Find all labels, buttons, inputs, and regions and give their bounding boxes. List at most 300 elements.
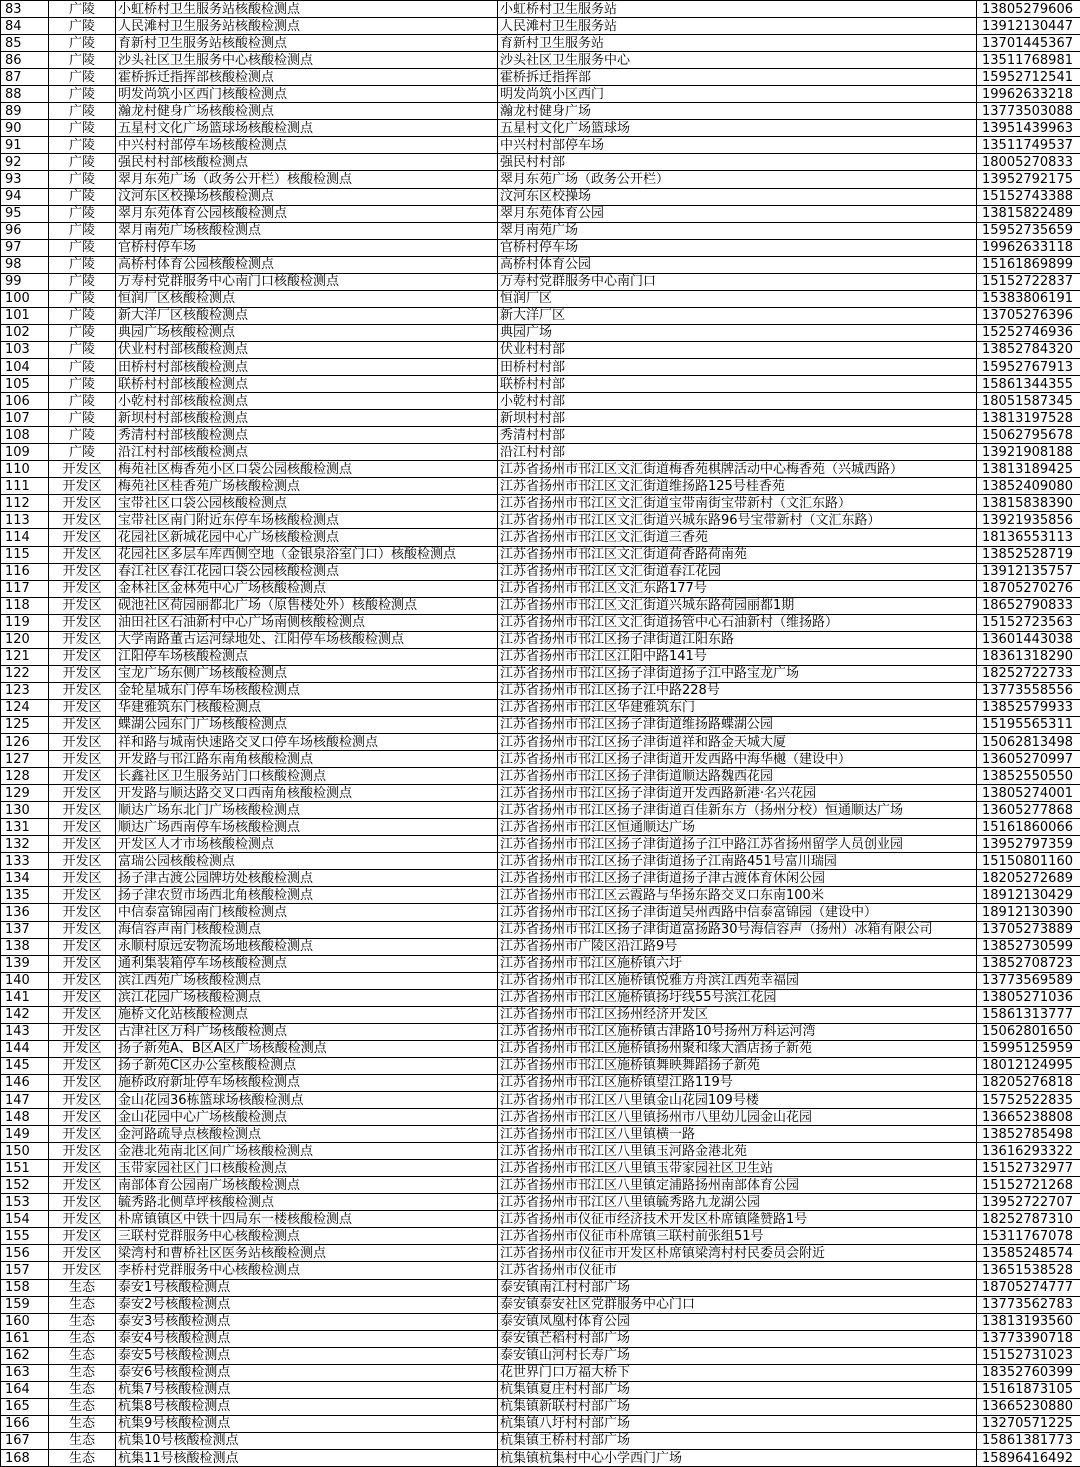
site-name-cell: 扬子新苑C区办公室核酸检测点 [116, 1057, 498, 1074]
phone-cell: 13270571225 [977, 1415, 1080, 1432]
site-name-cell: 明发尚筑小区西门核酸检测点 [116, 86, 498, 103]
phone-cell: 13952797359 [977, 836, 1080, 853]
site-name-cell: 玉带家园社区门口核酸检测点 [116, 1160, 498, 1177]
site-name-cell: 翠月南苑广场核酸检测点 [116, 222, 498, 239]
table-row [1, 631, 1080, 648]
site-name-cell: 扬子津农贸市场西北角核酸检测点 [116, 887, 498, 904]
district-cell: 开发区 [49, 563, 116, 580]
table-row [1, 103, 1080, 120]
table-row [1, 1330, 1080, 1347]
table-row [1, 1296, 1080, 1313]
district-cell: 开发区 [49, 682, 116, 699]
phone-cell: 13511749537 [977, 137, 1080, 154]
row-number-cell: 159 [1, 1296, 49, 1313]
table-row [1, 69, 1080, 86]
district-cell: 广陵 [49, 171, 116, 188]
row-number-cell: 83 [1, 1, 49, 18]
address-cell: 霍桥拆迁指挥部 [498, 69, 977, 86]
table-row [1, 921, 1080, 938]
district-cell: 开发区 [49, 1245, 116, 1262]
site-name-cell: 李桥村党群服务中心核酸检测点 [116, 1262, 498, 1279]
table-row [1, 222, 1080, 239]
district-cell: 开发区 [49, 1074, 116, 1091]
table-row [1, 1279, 1080, 1296]
site-name-cell: 翠月东苑广场（政务公开栏）核酸检测点 [116, 171, 498, 188]
row-number-cell: 122 [1, 665, 49, 682]
row-number-cell: 98 [1, 256, 49, 273]
address-cell: 泰安镇芒稻村村部广场 [498, 1330, 977, 1347]
address-cell: 江苏省扬州市邗江区施桥镇悦雅方舟滨江西苑幸福园 [498, 972, 977, 989]
address-cell: 江苏省扬州市邗江区华建雅筑东门 [498, 699, 977, 716]
table-row [1, 546, 1080, 563]
row-number-cell: 142 [1, 1006, 49, 1023]
district-cell: 生态 [49, 1347, 116, 1364]
site-name-cell: 恒润厂区核酸检测点 [116, 290, 498, 307]
district-cell: 开发区 [49, 1057, 116, 1074]
district-cell: 开发区 [49, 1023, 116, 1040]
phone-cell: 13805274001 [977, 785, 1080, 802]
row-number-cell: 154 [1, 1211, 49, 1228]
row-number-cell: 137 [1, 921, 49, 938]
district-cell: 生态 [49, 1398, 116, 1415]
address-cell: 江苏省扬州市仪征市朴席镇三联村前张组51号 [498, 1228, 977, 1245]
address-cell: 泰安镇南江村村部广场 [498, 1279, 977, 1296]
table-row [1, 1228, 1080, 1245]
row-number-cell: 138 [1, 938, 49, 955]
site-name-cell: 中信泰富锦园南门核酸检测点 [116, 904, 498, 921]
row-number-cell: 147 [1, 1092, 49, 1109]
address-cell: 江苏省扬州市邗江区扬子津街道扬子江中路江苏省扬州留学人员创业园 [498, 836, 977, 853]
district-cell: 开发区 [49, 1262, 116, 1279]
district-cell: 开发区 [49, 1177, 116, 1194]
district-cell: 广陵 [49, 427, 116, 444]
district-cell: 广陵 [49, 222, 116, 239]
phone-cell: 13815838390 [977, 495, 1080, 512]
site-name-cell: 瀚龙村健身广场核酸检测点 [116, 103, 498, 120]
table-row [1, 18, 1080, 35]
address-cell: 中兴村村部停车场 [498, 137, 977, 154]
site-name-cell: 金港北苑南北区间广场核酸检测点 [116, 1143, 498, 1160]
table-row [1, 1092, 1080, 1109]
address-cell: 伏业村村部 [498, 341, 977, 358]
table-row [1, 86, 1080, 103]
site-name-cell: 新大洋厂区核酸检测点 [116, 307, 498, 324]
address-cell: 典园广场 [498, 324, 977, 341]
phone-cell: 13773569589 [977, 972, 1080, 989]
site-name-cell: 官桥村停车场 [116, 239, 498, 256]
phone-cell: 13813193560 [977, 1313, 1080, 1330]
table-row [1, 887, 1080, 904]
phone-cell: 15161860066 [977, 819, 1080, 836]
site-name-cell: 泰安3号核酸检测点 [116, 1313, 498, 1330]
row-number-cell: 94 [1, 188, 49, 205]
row-number-cell: 97 [1, 239, 49, 256]
district-cell: 开发区 [49, 665, 116, 682]
site-name-cell: 祥和路与城南快速路交叉口停车场核酸检测点 [116, 734, 498, 751]
row-number-cell: 124 [1, 699, 49, 716]
row-number-cell: 164 [1, 1381, 49, 1398]
phone-cell: 19962633118 [977, 239, 1080, 256]
district-cell: 开发区 [49, 716, 116, 733]
site-name-cell: 梁湾村和曹桥社区医务站核酸检测点 [116, 1245, 498, 1262]
phone-cell: 15952735659 [977, 222, 1080, 239]
table-row [1, 597, 1080, 614]
site-name-cell: 砚池社区荷园丽都北广场（原售楼处外）核酸检测点 [116, 597, 498, 614]
phone-cell: 15952712541 [977, 69, 1080, 86]
district-cell: 开发区 [49, 751, 116, 768]
row-number-cell: 121 [1, 648, 49, 665]
row-number-cell: 110 [1, 461, 49, 478]
phone-cell: 15152732977 [977, 1160, 1080, 1177]
table-row [1, 1432, 1080, 1449]
address-cell: 五星村文化广场篮球场 [498, 120, 977, 137]
site-name-cell: 开发区人才市场核酸检测点 [116, 836, 498, 853]
district-cell: 广陵 [49, 154, 116, 171]
district-cell: 广陵 [49, 376, 116, 393]
phone-cell: 15152721268 [977, 1177, 1080, 1194]
site-name-cell: 高桥村体育公园核酸检测点 [116, 256, 498, 273]
row-number-cell: 104 [1, 358, 49, 375]
phone-cell: 13616293322 [977, 1143, 1080, 1160]
row-number-cell: 160 [1, 1313, 49, 1330]
district-cell: 生态 [49, 1381, 116, 1398]
table-row [1, 989, 1080, 1006]
table-row [1, 1398, 1080, 1415]
district-cell: 广陵 [49, 18, 116, 35]
table-row [1, 768, 1080, 785]
table-row [1, 1211, 1080, 1228]
table-row [1, 256, 1080, 273]
site-name-cell: 滨江花园广场核酸检测点 [116, 989, 498, 1006]
address-cell: 江苏省扬州市邗江区施桥镇扬圩线55号滨江花园 [498, 989, 977, 1006]
district-cell: 广陵 [49, 1, 116, 18]
district-cell: 开发区 [49, 1143, 116, 1160]
row-number-cell: 91 [1, 137, 49, 154]
phone-cell: 18361318290 [977, 648, 1080, 665]
site-name-cell: 田桥村村部核酸检测点 [116, 358, 498, 375]
phone-cell: 13921935856 [977, 512, 1080, 529]
site-name-cell: 霍桥拆迁指挥部核酸检测点 [116, 69, 498, 86]
site-name-cell: 泰安1号核酸检测点 [116, 1279, 498, 1296]
row-number-cell: 105 [1, 376, 49, 393]
phone-cell: 13705276396 [977, 307, 1080, 324]
address-cell: 江苏省扬州市邗江区扬子津街道维扬路蝶湖公园 [498, 716, 977, 733]
site-name-cell: 大学南路董古运河绿地处、江阳停车场核酸检测点 [116, 631, 498, 648]
site-name-cell: 施桥政府新址停车场核酸检测点 [116, 1074, 498, 1091]
phone-cell: 15952767913 [977, 358, 1080, 375]
phone-cell: 13773503088 [977, 103, 1080, 120]
row-number-cell: 139 [1, 955, 49, 972]
site-name-cell: 育新村卫生服务站核酸检测点 [116, 35, 498, 52]
row-number-cell: 117 [1, 580, 49, 597]
site-name-cell: 江阳停车场核酸检测点 [116, 648, 498, 665]
district-cell: 广陵 [49, 393, 116, 410]
address-cell: 江苏省扬州市邗江区八里镇毓秀路九龙湖公园 [498, 1194, 977, 1211]
table-row [1, 870, 1080, 887]
district-cell: 开发区 [49, 546, 116, 563]
address-cell: 江苏省扬州市邗江区文汇街道扬管中心石油新村（维扬路） [498, 614, 977, 631]
table-row [1, 478, 1080, 495]
site-name-cell: 开发路与顺达路交叉口西南角核酸检测点 [116, 785, 498, 802]
row-number-cell: 106 [1, 393, 49, 410]
district-cell: 广陵 [49, 35, 116, 52]
phone-cell: 13601443038 [977, 631, 1080, 648]
table-row [1, 1449, 1080, 1466]
table-row [1, 239, 1080, 256]
table-row [1, 307, 1080, 324]
address-cell: 田桥村村部 [498, 358, 977, 375]
phone-cell: 15752522835 [977, 1092, 1080, 1109]
row-number-cell: 155 [1, 1228, 49, 1245]
site-name-cell: 永顺村原远安物流场地核酸检测点 [116, 938, 498, 955]
district-cell: 开发区 [49, 734, 116, 751]
phone-cell: 18705274777 [977, 1279, 1080, 1296]
table-row [1, 1364, 1080, 1381]
district-cell: 生态 [49, 1296, 116, 1313]
row-number-cell: 129 [1, 785, 49, 802]
table-row [1, 1347, 1080, 1364]
row-number-cell: 102 [1, 324, 49, 341]
table-row [1, 324, 1080, 341]
row-number-cell: 84 [1, 18, 49, 35]
district-cell: 广陵 [49, 188, 116, 205]
phone-cell: 13852785498 [977, 1126, 1080, 1143]
address-cell: 杭集镇新联村村部广场 [498, 1398, 977, 1415]
site-name-cell: 金山花园36栋篮球场核酸检测点 [116, 1092, 498, 1109]
row-number-cell: 116 [1, 563, 49, 580]
row-number-cell: 165 [1, 1398, 49, 1415]
phone-cell: 13912130447 [977, 18, 1080, 35]
row-number-cell: 113 [1, 512, 49, 529]
address-cell: 江苏省扬州市邗江区扬子津街道吴州西路中信泰富锦园（建设中） [498, 904, 977, 921]
row-number-cell: 143 [1, 1023, 49, 1040]
phone-cell: 18652790833 [977, 597, 1080, 614]
table-row [1, 972, 1080, 989]
table-row [1, 716, 1080, 733]
row-number-cell: 107 [1, 410, 49, 427]
district-cell: 广陵 [49, 307, 116, 324]
row-number-cell: 95 [1, 205, 49, 222]
site-name-cell: 春江社区春江花园口袋公园核酸检测点 [116, 563, 498, 580]
address-cell: 瀚龙村健身广场 [498, 103, 977, 120]
district-cell: 开发区 [49, 1126, 116, 1143]
table-row [1, 154, 1080, 171]
district-cell: 开发区 [49, 580, 116, 597]
district-cell: 开发区 [49, 1211, 116, 1228]
phone-cell: 15161869899 [977, 256, 1080, 273]
phone-cell: 13805271036 [977, 989, 1080, 1006]
address-cell: 江苏省扬州市仪征市 [498, 1262, 977, 1279]
row-number-cell: 125 [1, 716, 49, 733]
row-number-cell: 120 [1, 631, 49, 648]
district-cell: 开发区 [49, 955, 116, 972]
district-cell: 广陵 [49, 273, 116, 290]
table-row [1, 1109, 1080, 1126]
address-cell: 江苏省扬州市邗江区江阳中路141号 [498, 648, 977, 665]
table-row [1, 580, 1080, 597]
address-cell: 秀清村村部 [498, 427, 977, 444]
site-name-cell: 杭集11号核酸检测点 [116, 1449, 498, 1466]
phone-cell: 13852730599 [977, 938, 1080, 955]
address-cell: 江苏省扬州市邗江区扬子津街道开发西路新港·名兴花园 [498, 785, 977, 802]
row-number-cell: 156 [1, 1245, 49, 1262]
address-cell: 江苏省扬州市邗江区八里镇定浦路扬州南部体育公园 [498, 1177, 977, 1194]
phone-cell: 13773558556 [977, 682, 1080, 699]
site-name-cell: 花园社区多层车库西侧空地（金银泉浴室门口）核酸检测点 [116, 546, 498, 563]
table-row [1, 938, 1080, 955]
table-row [1, 1126, 1080, 1143]
address-cell: 江苏省扬州市邗江区扬子津街道顺达路魏西花园 [498, 768, 977, 785]
site-name-cell: 施桥文化站核酸检测点 [116, 1006, 498, 1023]
district-cell: 广陵 [49, 103, 116, 120]
phone-cell: 15062801650 [977, 1023, 1080, 1040]
row-number-cell: 127 [1, 751, 49, 768]
row-number-cell: 148 [1, 1109, 49, 1126]
row-number-cell: 89 [1, 103, 49, 120]
row-number-cell: 166 [1, 1415, 49, 1432]
site-name-cell: 泰安5号核酸检测点 [116, 1347, 498, 1364]
row-number-cell: 126 [1, 734, 49, 751]
site-name-cell: 通利集装箱停车场核酸检测点 [116, 955, 498, 972]
phone-cell: 18705270276 [977, 580, 1080, 597]
table-body [1, 1, 1080, 1467]
row-number-cell: 108 [1, 427, 49, 444]
address-cell: 新大洋厂区 [498, 307, 977, 324]
district-cell: 开发区 [49, 699, 116, 716]
district-cell: 开发区 [49, 495, 116, 512]
row-number-cell: 149 [1, 1126, 49, 1143]
address-cell: 新坝村村部 [498, 410, 977, 427]
address-cell: 沿江村村部 [498, 444, 977, 461]
table-row [1, 699, 1080, 716]
table-row [1, 188, 1080, 205]
district-cell: 开发区 [49, 921, 116, 938]
site-name-cell: 强民村村部核酸检测点 [116, 154, 498, 171]
district-cell: 广陵 [49, 324, 116, 341]
site-name-cell: 三联村党群服务中心核酸检测点 [116, 1228, 498, 1245]
site-name-cell: 小虹桥村卫生服务站核酸检测点 [116, 1, 498, 18]
table-row [1, 1313, 1080, 1330]
address-cell: 沙头社区卫生服务中心 [498, 52, 977, 69]
site-name-cell: 毓秀路北侧草坪核酸检测点 [116, 1194, 498, 1211]
phone-cell: 13813197528 [977, 410, 1080, 427]
address-cell: 翠月东苑广场（政务公开栏） [498, 171, 977, 188]
phone-cell: 13815822489 [977, 205, 1080, 222]
district-cell: 广陵 [49, 137, 116, 154]
row-number-cell: 132 [1, 836, 49, 853]
district-cell: 广陵 [49, 444, 116, 461]
phone-cell: 18136553113 [977, 529, 1080, 546]
table-row [1, 648, 1080, 665]
row-number-cell: 141 [1, 989, 49, 1006]
row-number-cell: 151 [1, 1160, 49, 1177]
row-number-cell: 168 [1, 1449, 49, 1466]
district-cell: 开发区 [49, 597, 116, 614]
row-number-cell: 111 [1, 478, 49, 495]
site-name-cell: 泰安4号核酸检测点 [116, 1330, 498, 1347]
district-cell: 广陵 [49, 120, 116, 137]
table-row [1, 205, 1080, 222]
table-row [1, 1143, 1080, 1160]
district-cell: 生态 [49, 1330, 116, 1347]
phone-cell: 18005270833 [977, 154, 1080, 171]
table-row [1, 137, 1080, 154]
phone-cell: 18252722733 [977, 665, 1080, 682]
phone-cell: 15861313777 [977, 1006, 1080, 1023]
phone-cell: 15383806191 [977, 290, 1080, 307]
address-cell: 江苏省扬州市邗江区恒通顺达广场 [498, 819, 977, 836]
district-cell: 开发区 [49, 1194, 116, 1211]
address-cell: 江苏省扬州市邗江区扬子津街道扬子江中路宝龙广场 [498, 665, 977, 682]
site-name-cell: 沿江村村部核酸检测点 [116, 444, 498, 461]
address-cell: 联桥村村部 [498, 376, 977, 393]
site-name-cell: 泰安2号核酸检测点 [116, 1296, 498, 1313]
address-cell: 江苏省扬州市邗江区文汇东路177号 [498, 580, 977, 597]
district-cell: 广陵 [49, 239, 116, 256]
phone-cell: 19962633218 [977, 86, 1080, 103]
district-cell: 开发区 [49, 938, 116, 955]
row-number-cell: 162 [1, 1347, 49, 1364]
row-number-cell: 86 [1, 52, 49, 69]
phone-cell: 15062813498 [977, 734, 1080, 751]
address-cell: 江苏省扬州市邗江区文汇街道春江花园 [498, 563, 977, 580]
phone-cell: 13665238808 [977, 1109, 1080, 1126]
address-cell: 人民滩村卫生服务站 [498, 18, 977, 35]
table-row [1, 290, 1080, 307]
table-row [1, 819, 1080, 836]
site-name-cell: 宝龙广场东侧广场核酸检测点 [116, 665, 498, 682]
phone-cell: 15311767078 [977, 1228, 1080, 1245]
district-cell: 开发区 [49, 529, 116, 546]
phone-cell: 13701445367 [977, 35, 1080, 52]
row-number-cell: 152 [1, 1177, 49, 1194]
phone-cell: 18252787310 [977, 1211, 1080, 1228]
address-cell: 明发尚筑小区西门 [498, 86, 977, 103]
phone-cell: 13813189425 [977, 461, 1080, 478]
phone-cell: 13912135757 [977, 563, 1080, 580]
table-row [1, 682, 1080, 699]
table-row [1, 120, 1080, 137]
district-cell: 生态 [49, 1313, 116, 1330]
table-row [1, 427, 1080, 444]
phone-cell: 15896416492 [977, 1449, 1080, 1466]
site-name-cell: 金山花园中心广场核酸检测点 [116, 1109, 498, 1126]
table-row [1, 1381, 1080, 1398]
table-row [1, 1006, 1080, 1023]
address-cell: 江苏省扬州市广陵区沿江路9号 [498, 938, 977, 955]
address-cell: 江苏省扬州市邗江区扬子津街道扬子津古渡体育休闲公园 [498, 870, 977, 887]
phone-cell: 15195565311 [977, 716, 1080, 733]
phone-cell: 13852579933 [977, 699, 1080, 716]
site-name-cell: 五星村文化广场篮球场核酸检测点 [116, 120, 498, 137]
table-row [1, 802, 1080, 819]
site-name-cell: 富瑞公园核酸检测点 [116, 853, 498, 870]
phone-cell: 15161873105 [977, 1381, 1080, 1398]
address-cell: 江苏省扬州市邗江区施桥镇六圩 [498, 955, 977, 972]
district-cell: 开发区 [49, 853, 116, 870]
site-name-cell: 人民滩村卫生服务站核酸检测点 [116, 18, 498, 35]
district-cell: 开发区 [49, 478, 116, 495]
row-number-cell: 101 [1, 307, 49, 324]
phone-cell: 13773562783 [977, 1296, 1080, 1313]
site-name-cell: 泰安6号核酸检测点 [116, 1364, 498, 1381]
district-cell: 开发区 [49, 1092, 116, 1109]
site-name-cell: 金河路疏导点核酸检测点 [116, 1126, 498, 1143]
address-cell: 江苏省扬州市邗江区八里镇玉河路金港北苑 [498, 1143, 977, 1160]
district-cell: 广陵 [49, 341, 116, 358]
table-row [1, 1074, 1080, 1091]
address-cell: 小乾村村部 [498, 393, 977, 410]
